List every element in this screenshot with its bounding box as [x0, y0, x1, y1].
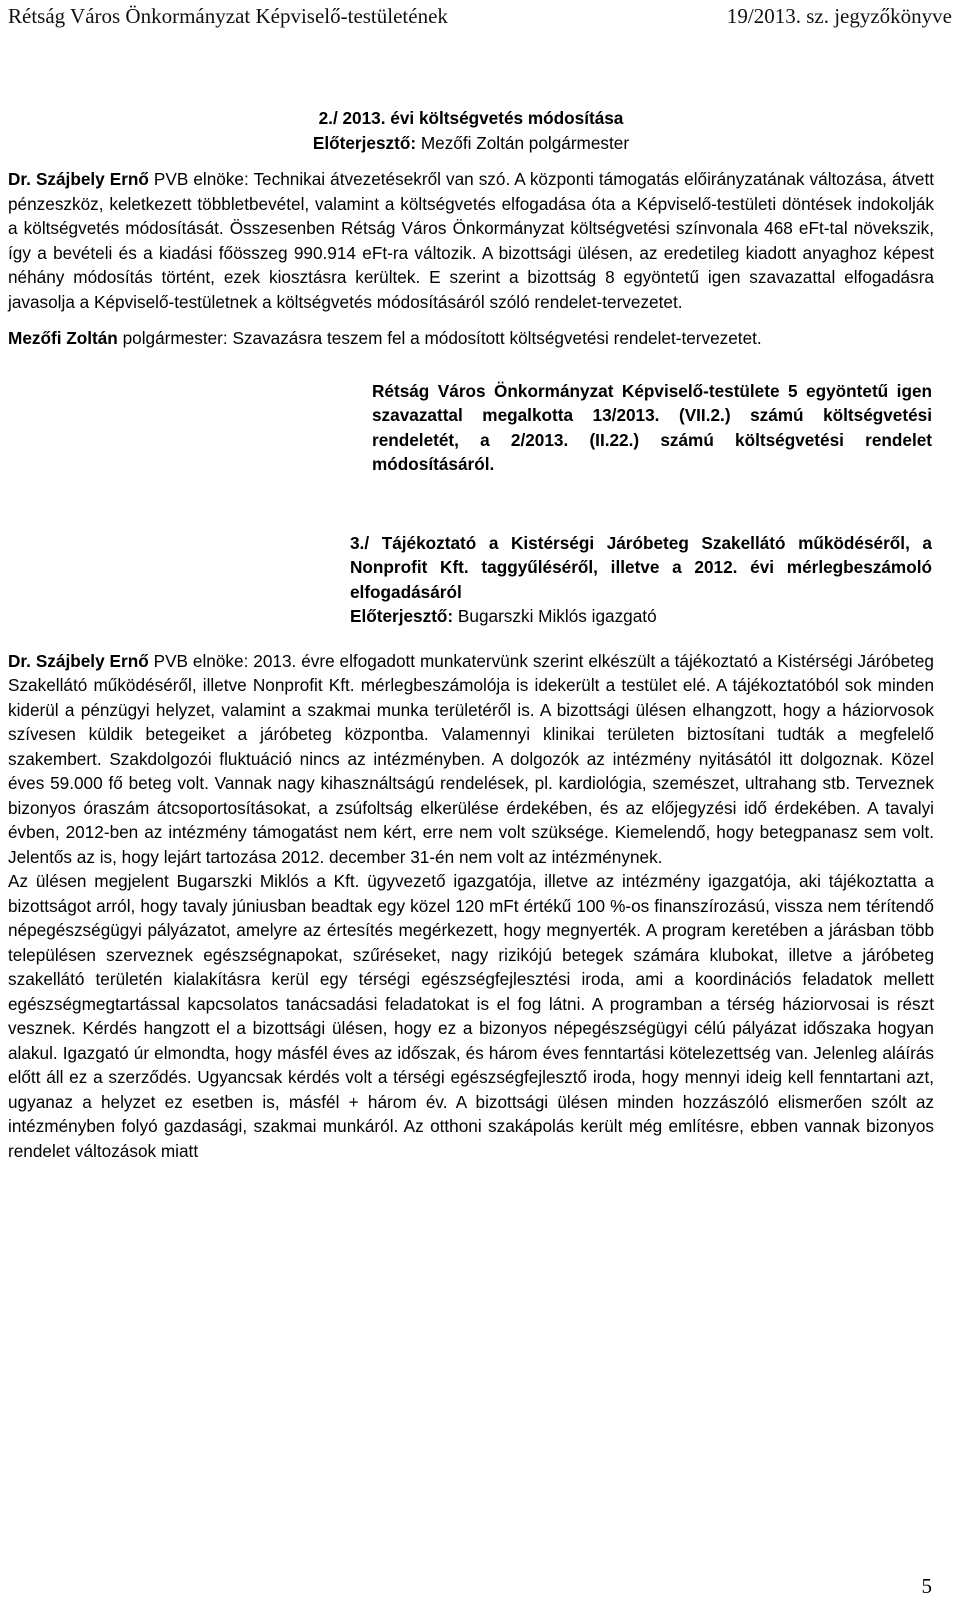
presenter-label: Előterjesztő:	[350, 606, 454, 626]
presenter-label: Előterjesztő:	[312, 132, 417, 153]
paragraph-bugarszki-report: Az ülésen megjelent Bugarszki Miklós a Kft. ügyvezető igazgatója, illetve az intézmény igazgatója, aki tájékoztatta a bizottságot arról, hogy tavaly júniusban beadtak egy közel 120 mFt értékű 100 %-os finanszírozású, vissza nem térítendő népegészségügyi pályázatot, amelyre az értesítés megérkezett, hogy megnyerték. A program keretében a járásban több településen szerveznek egészségnapokat, szűréseket, nagy rizikójú betegek számára klubokat, illetve a járóbeteg szakellátó területén kialakításra kerül egy térségi egészségfejlesztési iroda, ami a koordinációs feladatok mellett egészségmegtartással kapcsolatos tanácsadási feladatokat is el fog látni. A programban a térség háziorvosai is részt vesznek. Kérdés hangzott el a bizottsági ülésen, hogy ez a bizonyos népegészségügyi célú pályázat időszaka hogyan alakul. Igazgató úr elmondta, hogy másfél éves az időszak, és három éves fenntartási kötelezettség van. Jelenleg aláírás előtt áll ez a szerződés. Ugyancsak kérdés volt a térségi egészségfejlesztő iroda, hogy mennyi ideig kell fenntartani azt, ugyanaz a helyzet ez esetben is, másfél + három év. A bizottsági ülésen minden hozzászóló elismerően szólt az intézményben folyó gazdasági, szakmai munkáról. Az otthoni szakápolás került még említésre, ebben vannak bizonyos rendelet változások miatt	[8, 871, 934, 1161]
agenda-item-3	[350, 531, 932, 629]
speaker-name: Dr. Szájbely Ernő	[8, 650, 149, 671]
speaker-name: Mezőfi Zoltán	[8, 328, 118, 348]
agenda-item-2-title: 2./ 2013. évi költségvetés módosítása	[318, 108, 624, 128]
page-header	[8, 4, 952, 29]
paragraph-szajbely-2	[8, 649, 934, 870]
paragraph-text: PVB elnöke: Technikai átvezetésekről van szó. A központi támogatás előirányzatának változása, átvett pénzeszköz, keletkezett többletbevétel, valamint a költségvetés elfogadása óta a Képviselő-testületi döntések indokolják a költségvetés módosítását. Összesenben Rétság Város Önkormányzat költségvetési színvonala 468 eFt-tal növekszik, így a bevételi és a kiadási főösszeg 990.914 eFt-ra változik. A bizottsági ülésen, az eredetileg kiadott anyaghoz képest néhány módosítás történt, ezek kiosztásra kerültek. E szerint a bizottság 8 egyöntetű igen szavazattal elfogadásra javasolja a Képviselő-testületnek a költségvetés módosításáról szóló rendelet-tervezetet.	[8, 169, 934, 312]
header-left: Rétság Város Önkormányzat Képviselő-testületének	[8, 4, 448, 28]
paragraph-text: PVB elnöke: 2013. évre elfogadott munkatervünk szerint elkészült a tájékoztató a Kistérségi Járóbeteg Szakellátó működéséről, illetve Nonprofit Kft. mérlegbeszámolója is idekerült a testület elé. A tájékoztatóból sok minden kiderül a pénzügyi helyzet, valamint a szakmai munka területéről is. A bizottsági ülésen elhangzott, hogy a háziorvosok szívesen küldik betegeiket a járóbeteg központba. Valamennyi klinikai területen biztosítani tudták a megfelelő szakembert. Szakdolgozói fluktuáció nincs az intézményben. A dolgozók az intézmény nyitásától itt dolgoznak. Közel éves 59.000 fő beteg volt. Vannak nagy kihasználtságú rendelések, pl. kardiológia, szemészet, ultrahang stb. Terveznek bizonyos óraszám átcsoportosításokat, a zsúfoltság elkerülése érdekében, és az előjegyzési idő érdekében. A tavalyi évben, 2012-ben az intézmény támogatást nem kért, erre nem volt szüksége. Kiemelendő, hogy betegpanasz sem volt. Jelentős az is, hogy lejárt tartozása 2012. december 31-én nem volt az intézménynek.	[8, 650, 934, 867]
paragraph-text: polgármester: Szavazásra teszem fel a módosított költségvetési rendelet-tervezetet.	[117, 328, 762, 348]
presenter-name: Mezőfi Zoltán polgármester	[416, 132, 630, 153]
page-number: 5	[921, 1574, 932, 1598]
paragraph-szajbely-1	[8, 167, 934, 314]
decision-block	[372, 379, 932, 477]
agenda-item-2	[8, 106, 934, 155]
agenda-item-2-presenter	[8, 131, 934, 156]
presenter-name: Bugarszki Miklós igazgató	[453, 606, 657, 626]
decision-text: Rétság Város Önkormányzat Képviselő-testülete 5 egyöntetű igen szavazattal megalkotta 13/2013. (VII.2.) számú költségvetési rendeletét, a 2/2013. (II.22.) számú költségvetési rendelet módosításáról.	[372, 380, 932, 474]
header-right: 19/2013. sz. jegyzőkönyve	[726, 4, 952, 28]
agenda-item-3-presenter	[350, 604, 932, 629]
paragraph-mezofi	[8, 326, 934, 351]
document-body	[8, 106, 934, 1163]
speaker-name: Dr. Szájbely Ernő	[8, 169, 149, 189]
agenda-item-3-title: 3./ Tájékoztató a Kistérségi Járóbeteg Szakellátó működéséről, a Nonprofit Kft. taggyűléséről, illetve a 2012. évi mérlegbeszámoló elfogadásáról	[350, 532, 932, 602]
